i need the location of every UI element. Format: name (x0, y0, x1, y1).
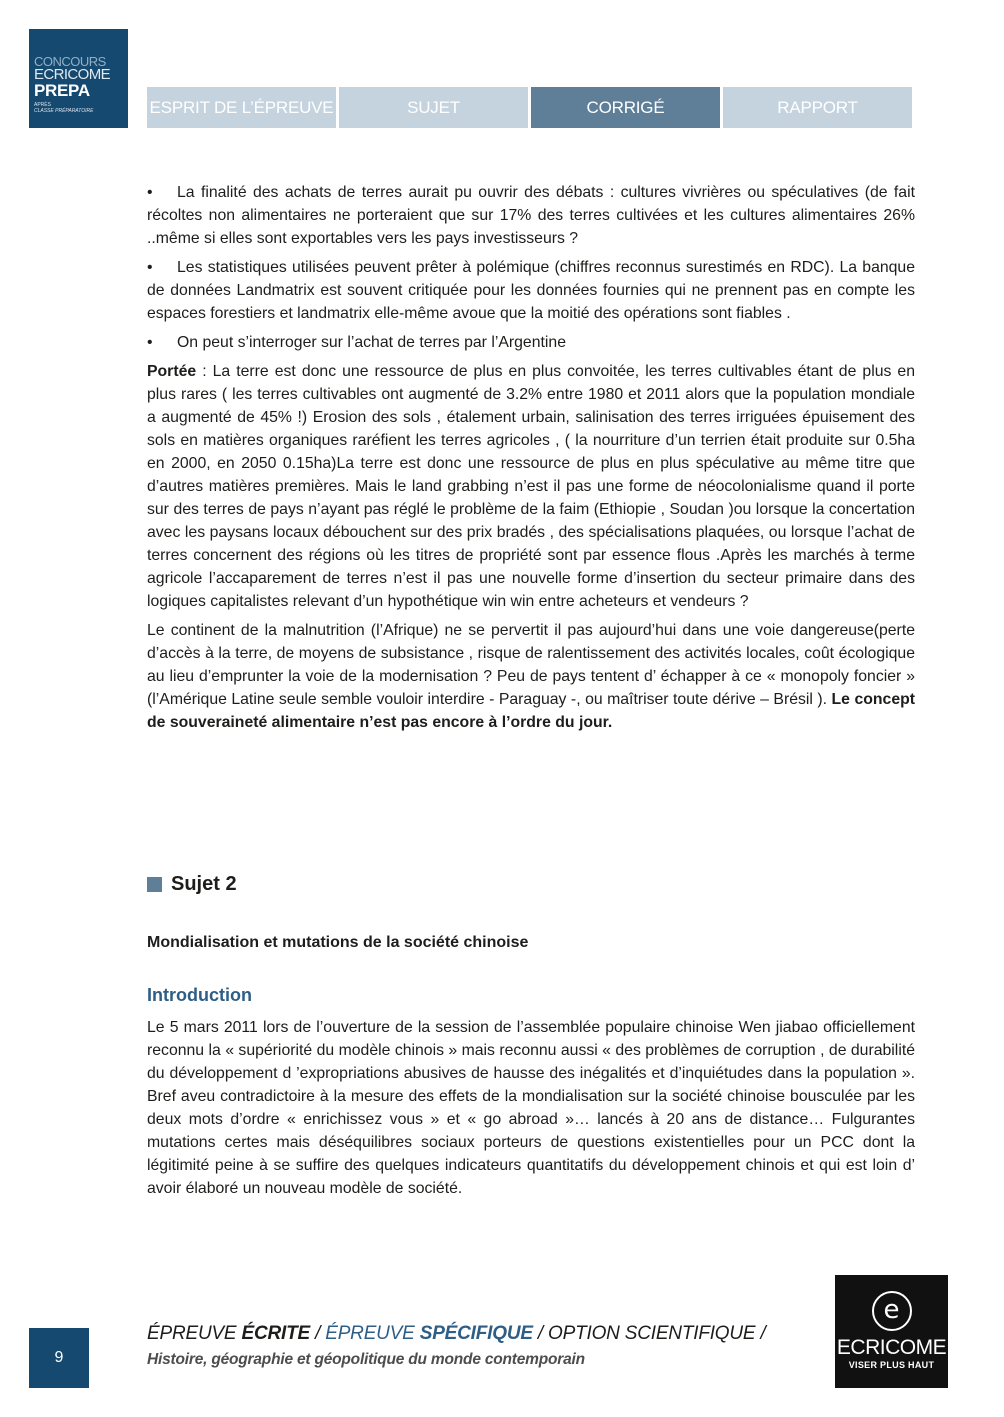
footer-specifique: SPÉCIFIQUE (419, 1323, 533, 1344)
page-number: 9 (29, 1328, 89, 1388)
section-tabs (147, 87, 912, 128)
list-item-text: La finalité des achats de terres aurait pu ouvrir des débats : cultures vivrières ou spéculatives (de fait récoltes non alimentaires ne porteraient que sur 17% des terres cultivées et les cultures alimentaires 26% ..même si elles sont exportables vers les pays investisseurs ? (147, 184, 915, 247)
list-item-text: On peut s’interroger sur l’achat de terres par l’Argentine (177, 334, 566, 351)
footer-epreuve-2: ÉPREUVE (325, 1323, 420, 1344)
continent-text: Le continent de la malnutrition (l’Afrique) ne se pervertit il pas aujourd’hui dans une voie dangereuse(perte d’accès à la terre, de moyens de subsistance , risque de ralentissement des activités locales, coût écologique au lieu d’emprunter la voie de la modernisation ? Peu de pays tentent d’ échapper à ce « monopoly foncier » (l’Amérique Latine seule semble vouloir interdire - Paraguay -, ou maîtriser toute dérive – Brésil ). (147, 622, 915, 708)
footer-subject-line: Histoire, géographie et géopolitique du monde contemporain (147, 1351, 585, 1368)
footer-sep: / (309, 1323, 326, 1344)
logo-line-classe: CLASSE PRÉPARATOIRE (34, 108, 94, 114)
continent-paragraph (147, 619, 915, 734)
introduction-text: Le 5 mars 2011 lors de l’ouverture de la session de l’assemblée populaire chinoise Wen jiabao officiellement reconnu la « supériorité du modèle chinois » mais reconnu aussi « des problèmes de corruption , de durabilité du développement d ’expropriations abusives de hausse des inégalités et d’inquiétudes dans la population ». Bref aveu contradictoire à la mesure des effets de la mondialisation sur la société chinoise bousculée par les deux mots d’ordre « enrichissez vous » et « go abroad »… lancés à 20 ans de distance… Fulgurantes mutations certes mais déséquilibres sociaux porteurs de questions existentielles pour un PCC dont la légitimité peine à se suffire des quelques indicateurs quantitatifs du développement chinois et qui est loin d’ avoir élaboré un nouveau modèle de société. (147, 1019, 915, 1197)
tab-corrige[interactable]: CORRIGÉ (531, 87, 720, 128)
portee-label: Portée (147, 363, 197, 380)
ecricome-brand-logo (835, 1275, 948, 1388)
brand-tagline: VISER PLUS HAUT (848, 1360, 935, 1370)
portee-paragraph (147, 360, 915, 613)
subject-title: Mondialisation et mutations de la société chinoise (147, 934, 529, 951)
footer-epreuve: ÉPREUVE (147, 1323, 242, 1344)
bullet-dot: • (147, 334, 153, 351)
list-item-text: Les statistiques utilisées peuvent prêter à polémique (chiffres reconnus surestimés en RDC). La banque de données Landmatrix est souvent critiquée pour les données fournies qui ne prennent pas en compte les espaces forestiers et landmatrix elle-même avoue que la moitié des opérations sont fiables . (147, 259, 915, 322)
section-title-text: Sujet 2 (171, 873, 237, 895)
list-item (147, 331, 915, 354)
footer-exam-line (147, 1323, 766, 1345)
tab-rapport[interactable]: RAPPORT (723, 87, 912, 128)
ecricome-e-icon: e (872, 1291, 912, 1331)
tab-esprit[interactable]: ESPRIT DE L’ÉPREUVE (147, 87, 336, 128)
list-item (147, 256, 915, 325)
bullet-dot: • (147, 259, 153, 276)
introduction-heading: Introduction (147, 985, 252, 1005)
list-item (147, 181, 915, 250)
tab-sujet[interactable]: SUJET (339, 87, 528, 128)
main-content (147, 181, 915, 740)
footer-ecrite: ÉCRITE (241, 1323, 310, 1344)
logo-line-concours: CONCOURS (34, 54, 106, 69)
section-heading (147, 873, 237, 896)
logo-line-ecricome: ECRICOME (34, 66, 111, 83)
portee-text: : La terre est donc une ressource de plus en plus convoitée, les terres cultivables étant de plus en plus rares ( les terres cultivables ont augmenté de 3.2% entre 1980 et 2011 alors que la population mondiale a augmenté de 45% !) Erosion des sols , étalement urbain, salinisation des terres irriguées épuisement des sols en matières organiques raréfient les terres agricoles , ( la nourriture d’un terrien était produite sur 0.5ha en 2000, en 2050 0.15ha)La terre est donc une ressource de plus en plus spéculative au même titre que d’autres matières premières. Mais le land grabbing n’est il pas une forme de néocolonialisme quand il porte sur des terres de pays n’ayant pas réglé le problème de la faim (Ethiopie , Soudan )ou lorsque la concertation avec les paysans locaux débouchent sur des prix bradés , des spécialisations plaquées, ou lorsque l’achat de terres concernent des régions où les titres de propriété sont par essence flous .Après les marchés à terme agricole l’accaparement de terres n’est il pas une nouvelle forme d’insertion du secteur primaire dans des logiques capitalistes relevant d’un hypothétique win win entre acheteurs et vendeurs ? (147, 363, 915, 610)
concours-logo (29, 29, 128, 128)
logo-line-apres: APRÈS (34, 102, 51, 108)
logo-line-prepa: PREPA (34, 81, 90, 100)
bullet-dot: • (147, 184, 153, 201)
square-bullet-icon (147, 877, 162, 892)
footer-option: / OPTION SCIENTIFIQUE / (532, 1323, 766, 1344)
continent-conclusion: Le concept de souveraineté alimentaire n’est pas encore à l’ordre du jour. (147, 691, 916, 731)
brand-name: ECRICOME (836, 1336, 947, 1359)
